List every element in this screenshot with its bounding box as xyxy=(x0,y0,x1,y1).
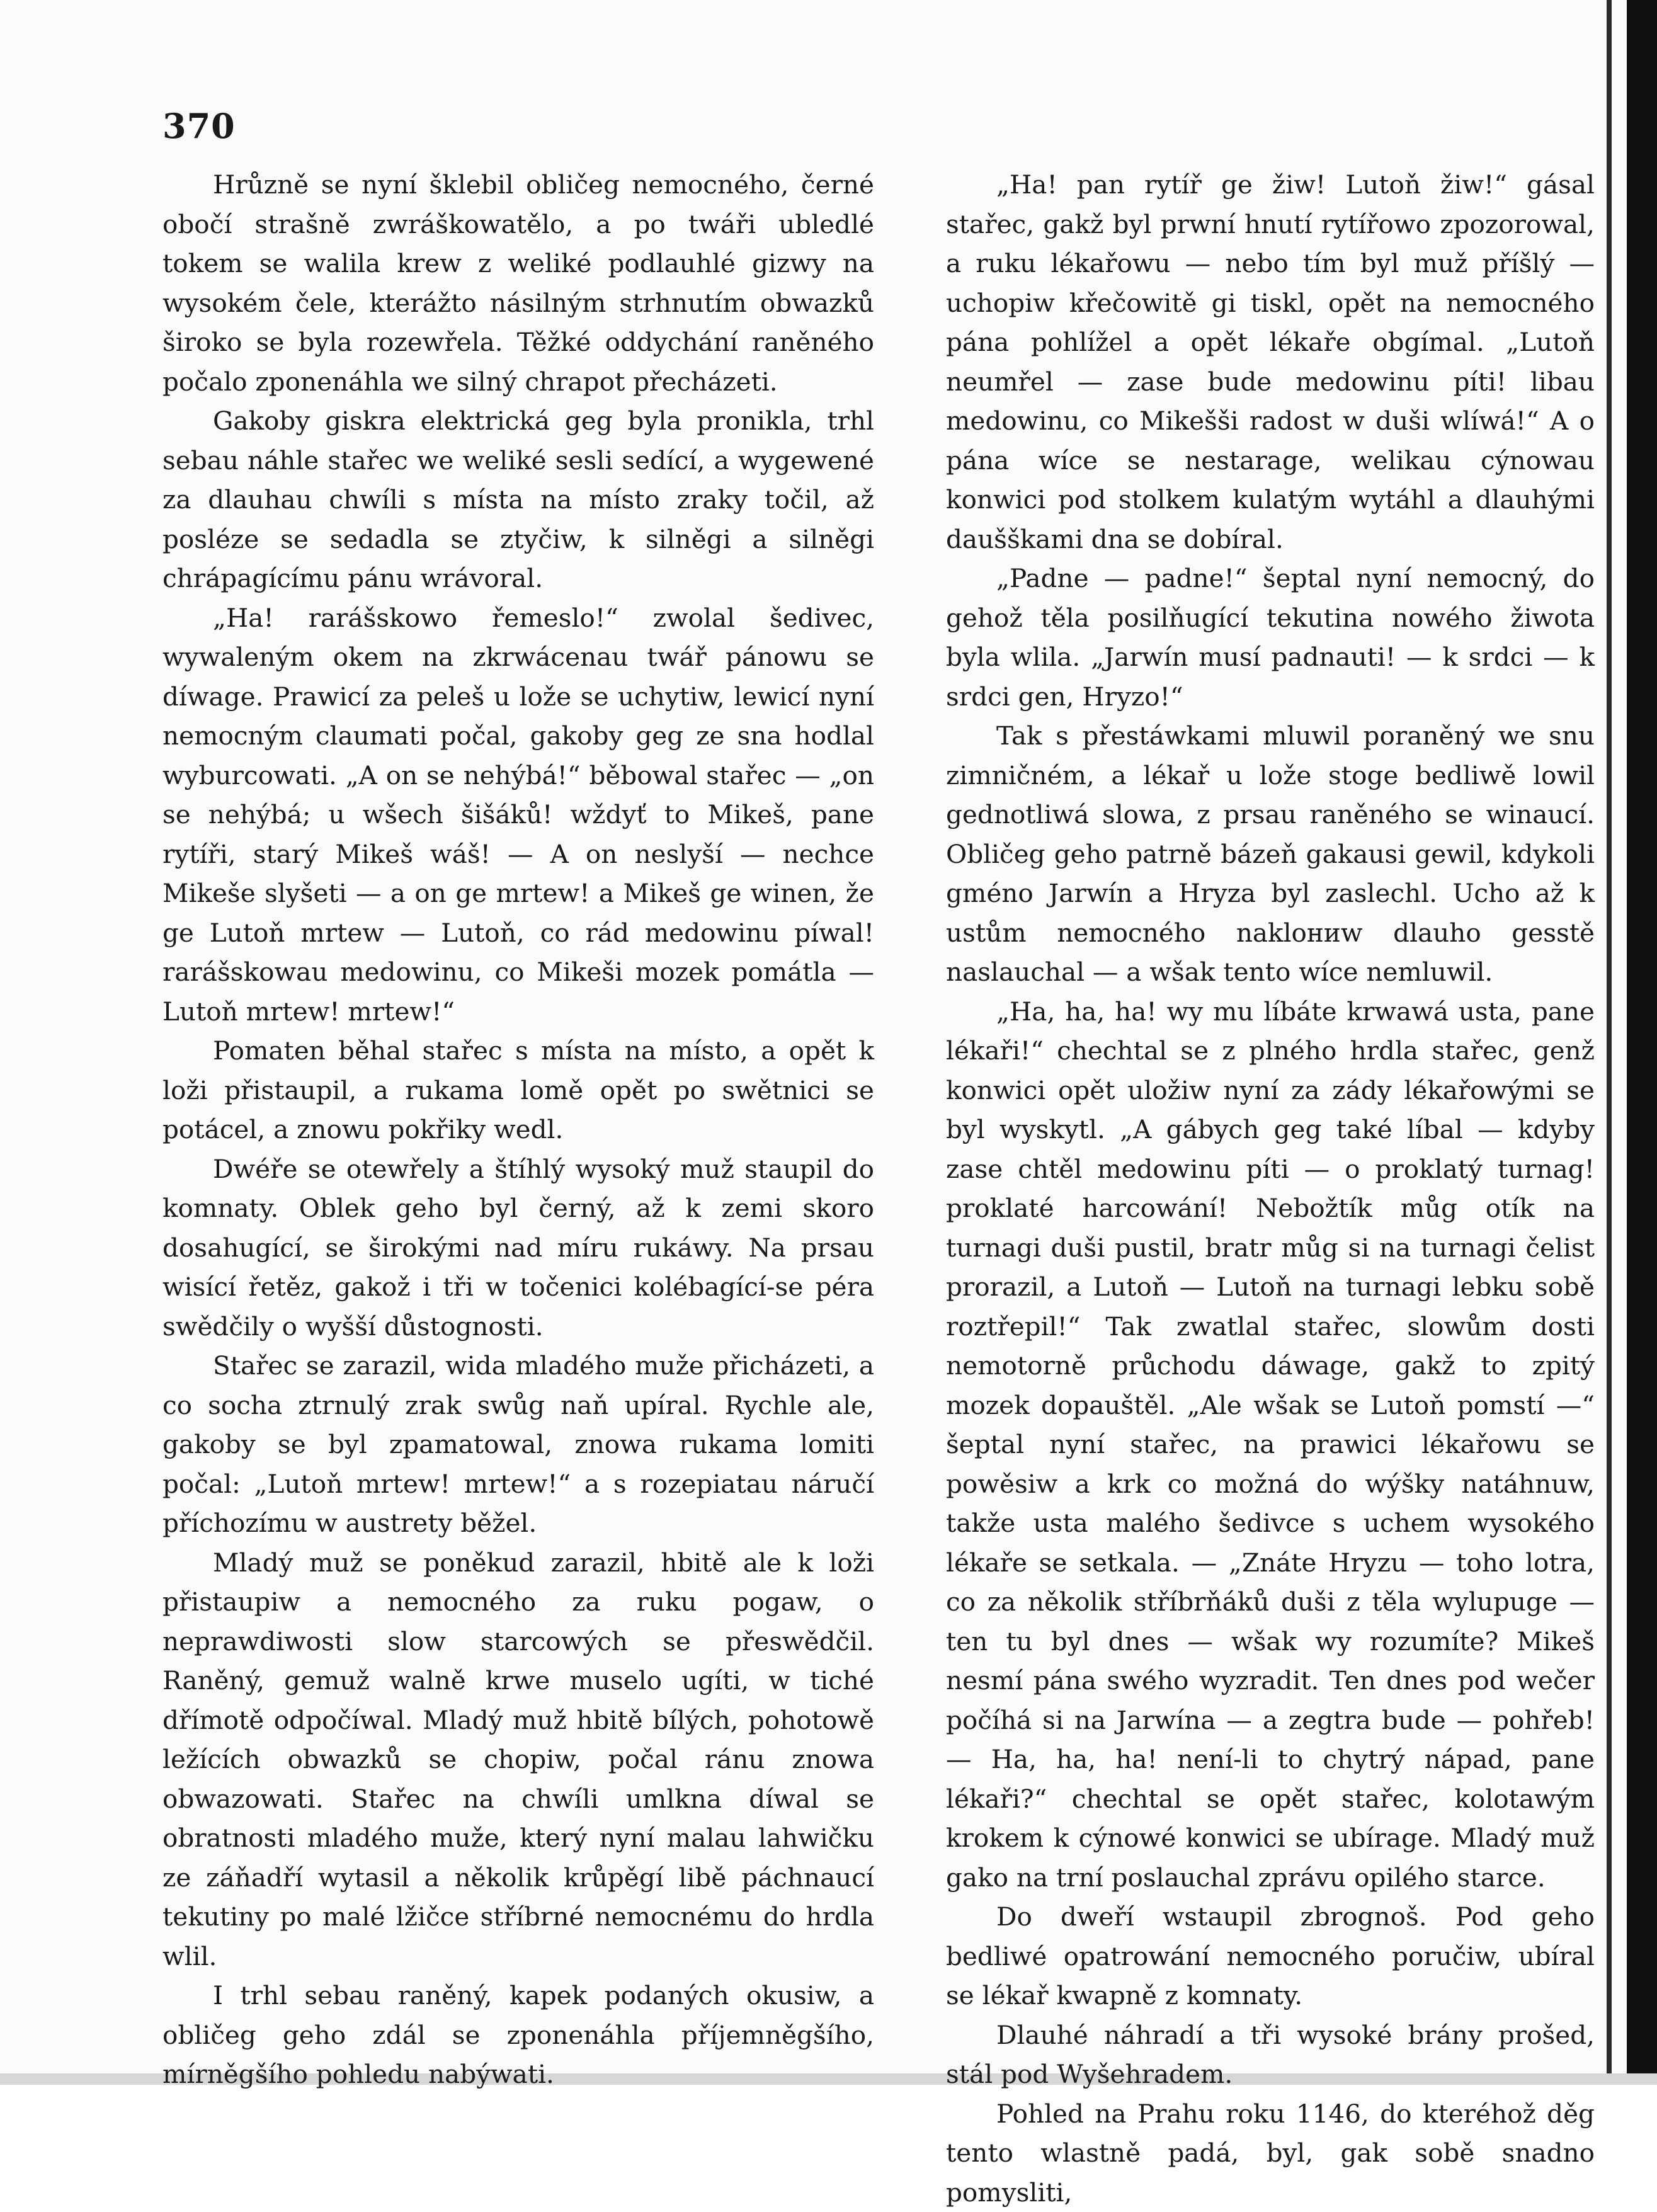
paragraph: Mladý muž se poněkud zarazil, hbitě ale k loži přistaupiw a nemocného za ruku pogaw, o neprawdiwosti slow starcowých se přeswědčil. Raněný, gemuž walně krwe muselo ugíti, w tiché dřímotě odpočíwal. Mladý muž hbitě bílých, pohotowě ležících obwazků se chopiw, počal ránu znowa obwazowati. Stařec na chwíli umlkna díwal se obratnosti mladého muže, který nyní malau lahwičku ze záňadří wytasil a několik krůpěgí libě páchnaucí tekutiny po malé lžičce stříbrné nemocnému do hrdla wlil. xyxy=(162,1543,874,1976)
right-column xyxy=(946,165,1595,2212)
paragraph: Do dweří wstaupil zbrognoš. Pod geho bedliwé opatrowání nemocného poručiw, ubíral se lékař kwapně z komnaty. xyxy=(946,1897,1595,2015)
paragraph: „Ha! rarášskowo řemeslo!“ zwolal šedivec, wywaleným okem na zkrwácenau twář pánowu se díwage. Prawicí za peleš u lože se uchytiw, lewicí nyní nemocným claumati počal, gakoby geg ze sna hodlal wyburcowati. „A on se nehýbá!“ běbowal stařec — „on se nehýbá; u wšech šišáků! wždyť to Mikeš, pane rytíři, starý Mikeš wáš! — A on neslyší — nechce Mikeše slyšeti — a on ge mrtew! a Mikeš ge winen, že ge Lutoň mrtew — Lutoň, co rád medowinu píwal! rarášskowau medowinu, co Mikeši mozek pomátla — Lutoň mrtew! mrtew!“ xyxy=(162,598,874,1032)
paragraph: Gakoby giskra elektrická geg byla pronikla, trhl sebau náhle stařec we weliké sesli sedící, a wygewené za dlauhau chwíli s místa na místo zraky točil, až posléze se sedadla se ztyčiw, k silněgi a silněgi chrápagícímu pánu wrávoral. xyxy=(162,401,874,598)
page-number: 370 xyxy=(162,106,236,146)
paragraph: Dlauhé náhradí a tři wysoké brány prošed, stál pod Wyšehradem. xyxy=(946,2015,1595,2094)
left-column xyxy=(162,165,874,2094)
paragraph: I trhl sebau raněný, kapek podaných okusiw, a obličeg geho zdál se zponenáhla příjemněgšího, mírněgšího pohledu nabýwati. xyxy=(162,1976,874,2094)
paragraph: Pomaten běhal stařec s místa na místo, a opět k loži přistaupil, a rukama lomě opět po swětnici se potácel, a znowu pokřiky wedl. xyxy=(162,1031,874,1149)
paragraph: Pohled na Prahu roku 1146, do kteréhož děg tento wlastně padá, byl, gak sobě snadno pomysliti, xyxy=(946,2094,1595,2212)
paragraph: „Ha! pan rytíř ge žiw! Lutoň žiw!“ gásal stařec, gakž byl prwní hnutí rytířowo zpozorowal, a ruku lékařowu — nebo tím byl muž příšlý — uchopiw křečowitě gi tiskl, opět na nemocného pána pohlížel a opět lékaře obgímal. „Lutoň neumřel — zase bude medowinu píti! libau medowinu, co Mikešši radost w duši wlíwá!“ A o pána wíce se nestarage, welikau cýnowau konwici pod stolkem kulatým wytáhl a dlauhými daušškami dna se dobíral. xyxy=(946,165,1595,559)
paragraph: Hrůzně se nyní šklebil obličeg nemocného, černé obočí strašně zwráškowatělo, a po twáři ubledlé tokem se walila krew z weliké podlauhlé gizwy na wysokém čele, kterážto násilným strhnutím obwazků široko se byla rozewřela. Těžké oddychání raněného počalo zponenáhla we silný chrapot přecházeti. xyxy=(162,165,874,401)
paragraph: Dwéře se otewřely a štíhlý wysoký muž staupil do komnaty. Oblek geho byl černý, až k zemi skoro dosahugící, se širokými nad míru rukáwy. Na prsau wisící řetěz, gakož i tři w točenici kolébagící-se péra swědčily o wyšší důstognosti. xyxy=(162,1149,874,1347)
paragraph: Stařec se zarazil, wida mladého muže přicházeti, a co socha ztrnulý zrak swůg naň upíral. Rychle ale, gakoby se byl zpamatowal, znowa rukama lomiti počal: „Lutoň mrtew! mrtew!“ a s rozepiatau náručí příchozímu w austrety běžel. xyxy=(162,1346,874,1543)
binding-edge-line xyxy=(1607,0,1612,2085)
paragraph: „Ha, ha, ha! wy mu líbáte krwawá usta, pane lékaři!“ chechtal se z plného hrdla stařec, genž konwici opět uložiw nyní za zády lékařowými se byl wyskytl. „A gábych geg také líbal — kdyby zase chtěl medowinu píti — o proklatý turnag! proklaté harcowání! Nebožtík můg otík na turnagi duši pustil, bratr můg si na turnagi čelist prorazil, a Lutoň — Lutoň na turnagi lebku sobě roztřepil!“ Tak zwatlal stařec, slowům dosti nemotorně průchodu dáwage, gakž to zpitý mozek dopauštěl. „Ale wšak se Lutoň pomstí —“ šeptal nyní stařec, na prawici lékařowu se powěsiw a krk co možná do wýšky natáhnuw, takže usta malého šedivce s uchem wysokého lékaře se setkala. — „Znáte Hryzu — toho lotra, co za několik stříbrňáků duši z těla wylupuge — ten tu byl dnes — wšak wy rozumíte? Mikeš nesmí pána swého wyzradit. Ten dnes pod wečer počíhá si na Jarwína — a zegtra bude — pohřeb! — Ha, ha, ha! není-li to chytrý nápad, pane lékaři?“ chechtal se opět stařec, kolotawým krokem k cýnowé konwici se ubírage. Mladý muž gako na trní poslauchal zprávu opilého starce. xyxy=(946,992,1595,1898)
binding-edge xyxy=(1627,0,1657,2085)
paragraph: „Padne — padne!“ šeptal nyní nemocný, do gehož těla posilňugící tekutina nowého žiwota byla wlila. „Jarwín musí padnauti! — k srdci — k srdci gen, Hryzo!“ xyxy=(946,559,1595,716)
paragraph: Tak s přestáwkami mluwil poraněný we snu zimničném, a lékař u lože stoge bedliwě lowil gednotliwá slowa, z prsau raněného se winaucí. Obličeg geho patrně bázeň gakausi gewil, kdykoli gméno Jarwín a Hryza byl zaslechl. Ucho až k ustům nemocného naklониw dlauho gesstě naslauchal — a wšak tento wíce nemluwil. xyxy=(946,716,1595,992)
